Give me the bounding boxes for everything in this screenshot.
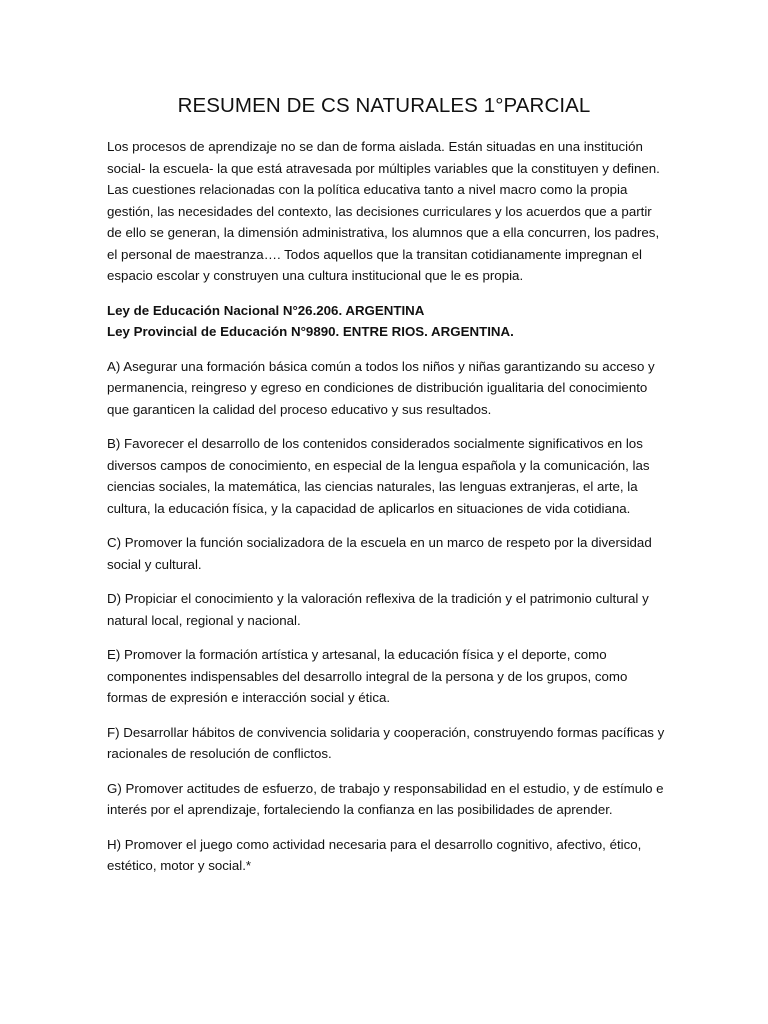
law-provincial: Ley Provincial de Educación N°9890. ENTRE RIOS. ARGENTINA.	[107, 324, 514, 339]
law-national: Ley de Educación Nacional N°26.206. ARGENTINA	[107, 302, 425, 318]
objective-item-a: A) Asegurar una formación básica común a todos los niños y niñas garantizando su acceso y permanencia, reingreso y egreso en condiciones de distribución igualitaria del conocimiento que garanticen la calidad del proceso educativo y sus resultados.	[107, 358, 655, 417]
document-body	[107, 136, 667, 890]
objective-item-d: D) Propiciar el conocimiento y la valoración reflexiva de la tradición y el patrimonio cultural y natural local, regional y nacional.	[107, 591, 649, 628]
law-references	[107, 300, 667, 343]
objective-item-f: F) Desarrollar hábitos de convivencia solidaria y cooperación, construyendo formas pacíficas y racionales de resolución de conflictos.	[107, 724, 665, 761]
objective-item-e: E) Promover la formación artística y artesanal, la educación física y el deporte, como componentes indispensables del desarrollo integral de la persona y de los grupos, como formas de expresión e interacción social y ética.	[107, 647, 628, 705]
page-title: RESUMEN DE CS NATURALES 1°PARCIAL	[177, 94, 591, 117]
objective-item-h: H) Promover el juego como actividad necesaria para el desarrollo cognitivo, afectivo, ético, estético, motor y social.*	[107, 836, 642, 873]
objective-item-c: C) Promover la función socializadora de la escuela en un marco de respeto por la diversidad social y cultural.	[107, 535, 652, 572]
objective-item-b: B) Favorecer el desarrollo de los contenidos considerados socialmente significativos en los diversos campos de conocimiento, en especial de la lengua española y la comunicación, las ciencias sociales, la matemática, las ciencias naturales, las lenguas extranjeras, el arte, la cultura, la educación física, y la capacidad de aplicarlos en situaciones de vida cotidiana.	[107, 436, 650, 516]
objective-item-g: G) Promover actitudes de esfuerzo, de trabajo y responsabilidad en el estudio, y de estímulo e interés por el aprendizaje, fortaleciendo la confianza en las posibilidades de aprender.	[107, 780, 664, 817]
intro-paragraph: Los procesos de aprendizaje no se dan de forma aislada. Están situadas en una institución social- la escuela- la que está atravesada por múltiples variables que la constituyen y definen. Las cuestiones relacionadas con la política educativa tanto a nivel macro como la propia gestión, las necesidades del contexto, las decisiones curriculares y los acuerdos que a partir de ello se generan, la dimensión administrativa, los alumnos que a ella concurren, los padres, el personal de maestranza…. Todos aquellos que la transitan cotidianamente impregnan el espacio escolar y construyen una cultura institucional que le es propia.	[107, 139, 660, 283]
